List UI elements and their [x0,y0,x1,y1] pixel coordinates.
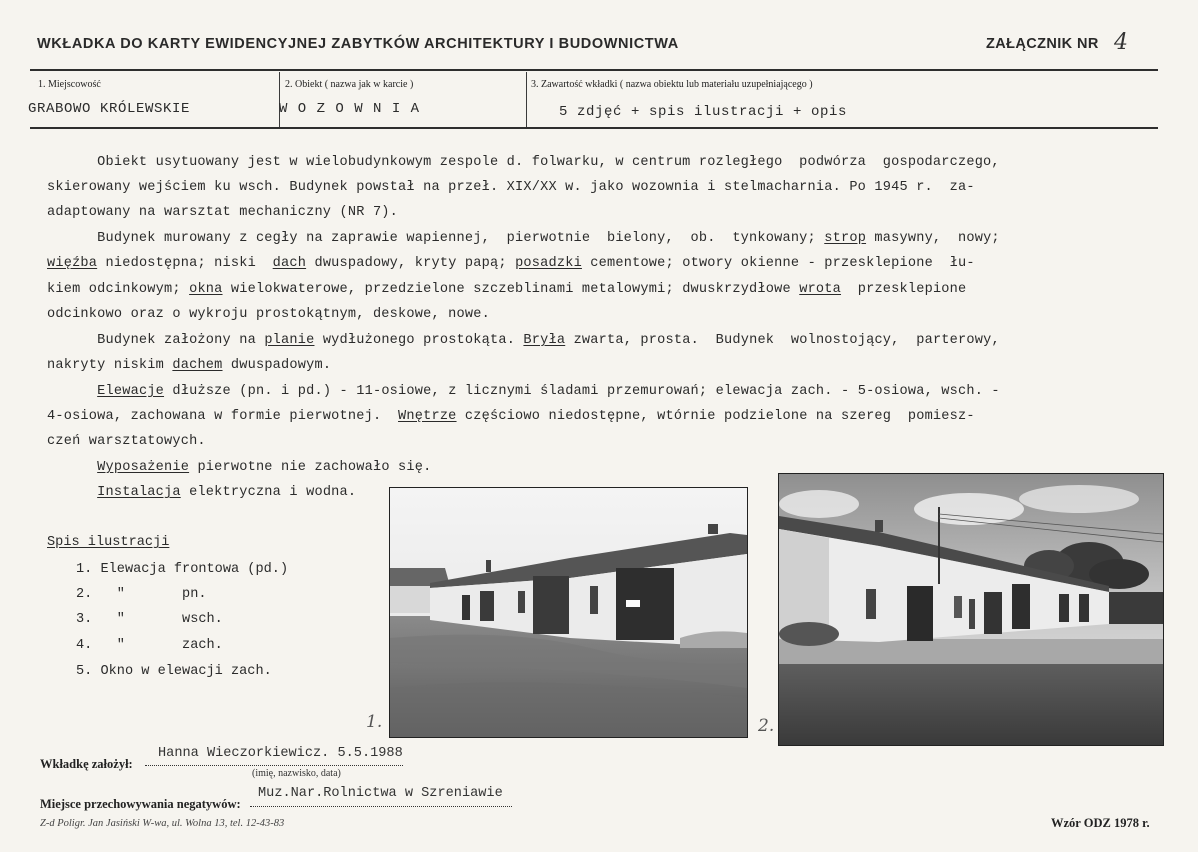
object-value: W O Z O W N I A [279,101,421,117]
body-line: odcinkowo oraz o wykroju prostokątnym, deskowe, nowe. [47,307,490,322]
illustrations-heading: Spis ilustracji [47,535,170,550]
header-bottom-rule [30,127,1158,129]
body-line: Instalacja elektryczna i wodna. [97,485,357,500]
document-title: WKŁADKA DO KARTY EWIDENCYJNEJ ZABYTKÓW ARCHITEKTURY I BUDOWNICTWA [37,36,679,52]
body-line: nakryty niskim dachem dwuspadowym. [47,358,332,373]
body-line: więźba niedostępna; niski dach dwuspadowy, kryty papą; posadzki cementowe; otwory okienne - przesklepione łu- [47,256,975,271]
author-value: Hanna Wieczorkiewicz. 5.5.1988 [158,746,403,761]
body-line: kiem odcinkowym; okna wielokwaterowe, przedzielone szczeblinami metalowymi; dwuskrzydłowe wrota przesklepione [47,282,967,297]
author-hint: (imię, nazwisko, data) [252,768,341,779]
body-line: Wyposażenie pierwotne nie zachowało się. [97,460,432,475]
body-line: Budynek założony na planie wydłużonego prostokąta. Bryła zwarta, prosta. Budynek wolnostojący, parterowy, [47,333,1000,348]
field-divider-2 [526,72,527,128]
object-label: 2. Obiekt ( nazwa jak w karcie ) [285,79,414,90]
storage-value: Muz.Nar.Rolnictwa w Szreniawie [258,786,503,801]
author-dotted-line [145,765,403,766]
photo-2-image [779,474,1163,745]
body-line: Budynek murowany z cegły na zaprawie wapiennej, pierwotnie bielony, ob. tynkowany; strop masywny, nowy; [47,231,1000,246]
photo-2-number: 2. [758,716,775,736]
body-line: 4-osiowa, zachowana w formie pierwotnej. Wnętrze częściowo niedostępne, wtórnie podzielone na szereg pomiesz- [47,409,975,424]
description-text [47,155,1159,505]
header-top-rule [30,69,1158,71]
body-line: skierowany wejściem ku wsch. Budynek powstał na przeł. XIX/XX w. jako wozownia i stelmacharnia. Po 1945 r. za- [47,180,975,195]
printer-imprint: Z-d Poligr. Jan Jasiński W-wa, ul. Wolna 13, tel. 12-43-83 [40,818,285,829]
body-line: Elewacje dłuższe (pn. i pd.) - 11-osiowe, z licznymi śladami przemurowań; elewacja zach. - 5-osiowa, wsch. - [97,384,1000,399]
illustration-item: 5. Okno w elewacji zach. [76,664,272,679]
annex-number: 4 [1114,30,1128,55]
photo-2 [778,473,1164,746]
illustration-item: 1. Elewacja frontowa (pd.) [76,562,289,577]
photo-1-number: 1. [366,712,383,732]
body-line: Obiekt usytuowany jest w wielobudynkowym zespole d. folwarku, w centrum rozległego podwórza gospodarczego, [47,155,1000,170]
illustration-item: 3. " wsch. [76,612,223,627]
storage-dotted-line [250,806,512,807]
contents-value: 5 zdjęć + spis ilustracji + opis [559,104,848,120]
photo-1 [389,487,748,738]
illustration-item: 2. " pn. [76,587,207,602]
locality-label: 1. Miejscowość [38,79,101,90]
locality-value: GRABOWO KRÓLEWSKIE [28,101,191,117]
photo-1-image [390,488,747,737]
storage-label: Miejsce przechowywania negatywów: [40,797,241,811]
illustration-item: 4. " zach. [76,638,223,653]
field-divider-1 [279,72,280,128]
annex-label: ZAŁĄCZNIK NR [986,36,1099,52]
body-line: adaptowany na warsztat mechaniczny (NR 7). [47,205,399,220]
contents-label: 3. Zawartość wkładki ( nazwa obiektu lub materiału uzupełniającego ) [531,79,813,90]
body-line: czeń warsztatowych. [47,434,206,449]
author-label: Wkładkę założył: [40,757,133,771]
form-id: Wzór ODZ 1978 r. [1051,816,1150,830]
